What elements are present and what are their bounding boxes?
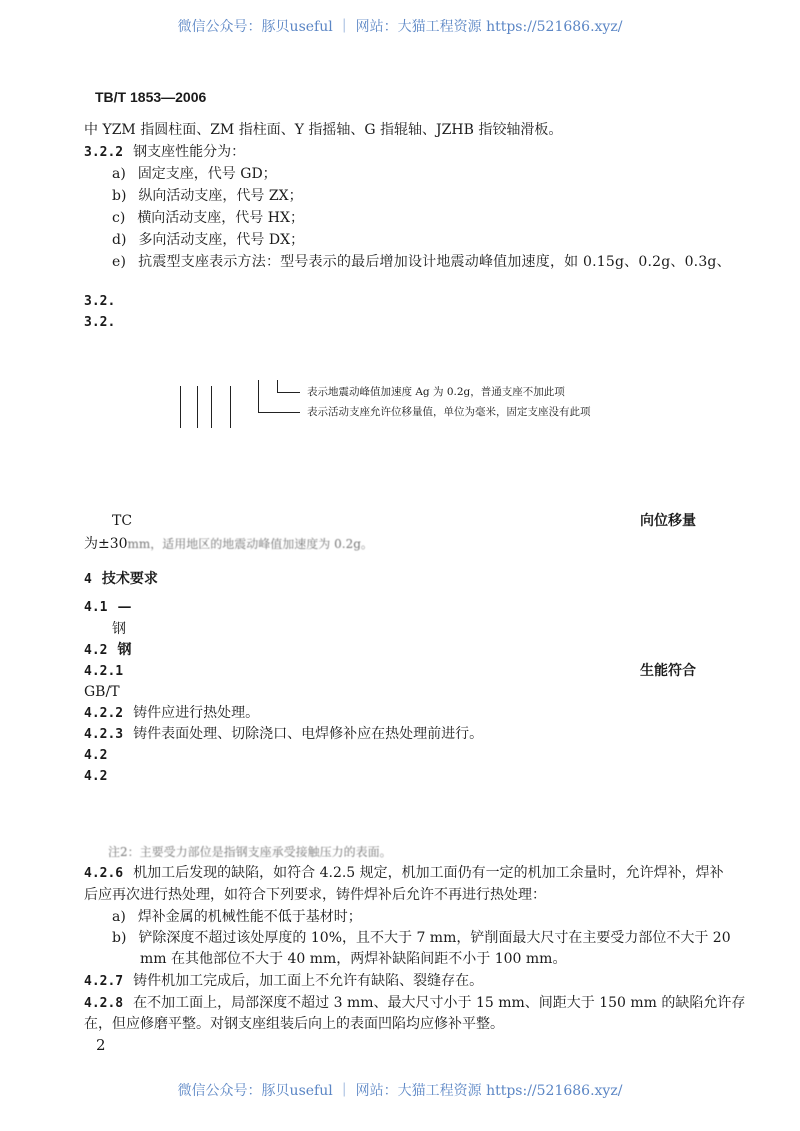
diagram-line xyxy=(211,386,212,428)
clause-number: 3.2.2 xyxy=(84,145,124,160)
clause-number: 4.2.6 xyxy=(84,866,124,881)
diagram-line xyxy=(197,386,198,428)
list-item xyxy=(112,165,277,183)
page-number: 2 xyxy=(96,1036,106,1054)
list-marker: a) xyxy=(112,166,126,182)
clause-number: 4.2 xyxy=(84,748,108,763)
list-marker: b) xyxy=(112,930,127,946)
text-fragment: 向位移量 xyxy=(640,513,696,529)
clause-number: 4.2 xyxy=(84,643,108,658)
clause-text: 机加工后发现的缺陷，如符合 4.2.5 规定，机加工面仍有一定的机加工余量时，允许焊补，焊补 xyxy=(133,865,724,881)
clause-text: 钢 xyxy=(117,642,132,658)
clause-number: 4.2.3 xyxy=(84,727,124,742)
list-marker: d) xyxy=(112,232,127,248)
text-fragment: 钢 xyxy=(112,621,126,637)
list-text: 横向活动支座，代号 HX； xyxy=(137,210,304,226)
clause-number: 4.2.7 xyxy=(84,974,124,989)
clause-number: 4.1 xyxy=(84,600,108,615)
clause-text: 铸件机加工完成后，加工面上不允许有缺陷、裂缝存在。 xyxy=(133,973,484,989)
text-line: 中 YZM 指圆柱面、ZM 指柱面、Y 指摇轴、G 指辊轴、JZHB 指铰轴滑板。 xyxy=(84,122,563,138)
clause-number: 4.2.1 xyxy=(84,664,124,679)
section-4-heading xyxy=(84,570,158,589)
clause-text: 在不加工面上，局部深度不超过 3 mm、最大尺寸小于 15 mm、间距大于 150 mm 的缺陷允许存 xyxy=(133,995,746,1011)
list-marker: c) xyxy=(112,210,126,226)
list-text: 多向活动支座，代号 DX； xyxy=(138,232,305,248)
diagram-line xyxy=(180,386,181,428)
list-item xyxy=(112,253,731,271)
text-fragment: 为±30 xyxy=(84,536,128,552)
list-marker: e) xyxy=(112,254,127,270)
faint-text: mm，适用地区的地震动峰值加速度为 0.2g。 xyxy=(127,537,373,551)
clause-text: 钢支座性能分为： xyxy=(133,144,246,160)
section-title: 技术要求 xyxy=(101,571,158,587)
text-line: 在，但应修磨平整。对钢支座组装后向上的表面凹陷均应修补平整。 xyxy=(84,1016,504,1032)
text-fragment: GB/T xyxy=(84,684,120,700)
list-item xyxy=(112,187,303,205)
list-item xyxy=(112,231,304,249)
clause-text: — xyxy=(117,599,132,615)
list-marker: b) xyxy=(112,188,127,204)
diagram-line xyxy=(258,412,300,413)
list-text: 纵向活动支座，代号 ZX； xyxy=(138,188,303,204)
clause-number: 3.2. xyxy=(84,294,116,309)
note-2: 注2：主要受力部位是指钢支座承受接触压力的表面。 xyxy=(108,845,392,859)
clause-3-2-2 xyxy=(84,143,245,162)
section-number: 4 xyxy=(84,572,92,587)
clause-text: 铸件表面处理、切除浇口、电焊修补应在热处理前进行。 xyxy=(133,726,484,742)
diagram-line xyxy=(277,392,300,393)
watermark-bottom: 微信公众号：豚贝useful ｜ 网站：大猫工程资源 https://521686.xyz/ xyxy=(177,1083,623,1099)
standard-header: TB/T 1853—2006 xyxy=(95,89,207,105)
text-line: mm 在其他部位不大于 40 mm，两焊补缺陷间距不小于 100 mm。 xyxy=(140,951,567,967)
list-text: 抗震型支座表示方法：型号表示的最后增加设计地震动峰值加速度，如 0.15g、0.2g、0.3g、 xyxy=(138,254,731,270)
clause-text: 铸件应进行热处理。 xyxy=(133,705,260,721)
list-item xyxy=(112,209,304,227)
diagram-line xyxy=(258,380,259,412)
text-line: 后应再次进行热处理，如符合下列要求，铸件焊补后允许不再进行热处理： xyxy=(84,887,546,903)
clause-number: 3.2. xyxy=(84,315,116,330)
clause-number: 4.2.8 xyxy=(84,996,124,1011)
diagram-line xyxy=(230,386,231,428)
list-marker: a) xyxy=(112,909,126,925)
diagram-label: 表示地震动峰值加速度 Ag 为 0.2g，普通支座不加此项 xyxy=(307,386,565,398)
clause-number: 4.2.2 xyxy=(84,706,124,721)
list-text: 固定支座，代号 GD； xyxy=(137,166,277,182)
text-fragment: 生能符合 xyxy=(640,663,696,679)
clause-number: 4.2 xyxy=(84,769,108,784)
text-fragment: TC xyxy=(112,513,133,529)
list-text: 焊补金属的机械性能不低于基材时； xyxy=(137,909,362,925)
list-text: 铲除深度不超过该处厚度的 10%，且不大于 7 mm，铲削面最大尺寸在主要受力部位不大于 20 xyxy=(138,930,731,946)
watermark-top: 微信公众号：豚贝useful ｜ 网站：大猫工程资源 https://521686.xyz/ xyxy=(177,19,623,35)
diagram-line xyxy=(277,380,278,392)
diagram-label: 表示活动支座允许位移量值，单位为毫米，固定支座没有此项 xyxy=(307,406,591,418)
